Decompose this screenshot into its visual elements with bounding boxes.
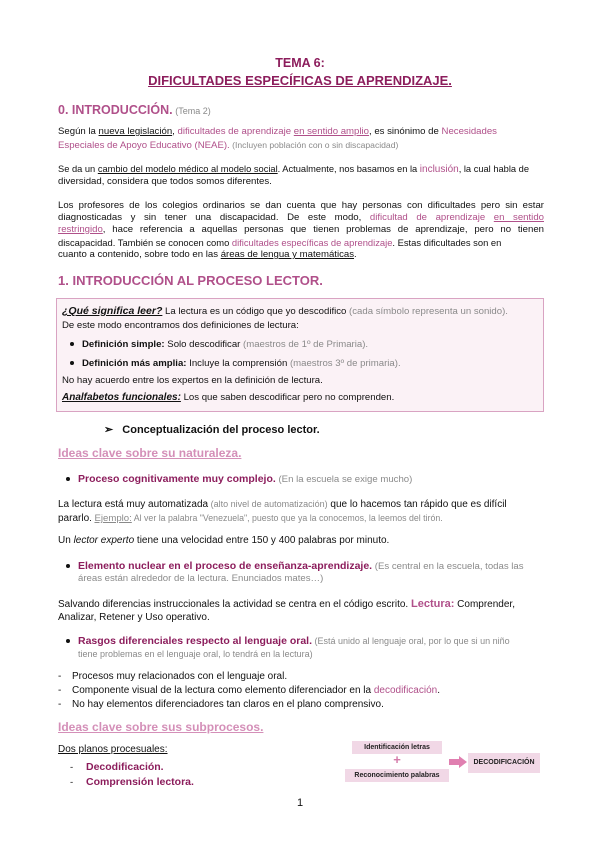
diagram-word-recognition: Reconocimiento palabras bbox=[345, 769, 449, 782]
intro-paragraph-2-line-1: Se da un cambio del modelo médico al modelo social. Actualmente, nos basamos en la inclusión, la cual habla de bbox=[58, 164, 529, 175]
box-definition-broad: Definición más amplia: Incluye la comprensión (maestros 3º de primaria). bbox=[70, 358, 556, 371]
intro-paragraph-3-line-4: discapacidad. También se conocen como dificultades específicas de aprendizaje. Estas dificultades son en bbox=[58, 237, 502, 248]
instructional-line-2: Analizar, Retener y Uso operativo. bbox=[58, 612, 210, 623]
concept-heading: ➢ Conceptualización del proceso lector. bbox=[104, 424, 320, 436]
ideas-subprocesses-heading: Ideas clave sobre sus subprocesos. bbox=[58, 720, 264, 734]
box-no-agreement: No hay acuerdo entre los expertos en la definición de lectura. bbox=[62, 375, 323, 386]
box-definition-simple: Definición simple: Solo descodificar (maestros de 1º de Primaria). bbox=[70, 339, 556, 352]
intro-paragraph-3-line-1: Los profesores de los colegios ordinarios se dan cuenta que hay personas con dificultades pero sin estar bbox=[58, 200, 544, 211]
intro-paragraph-1-line-1: Según la nueva legislación, dificultades de aprendizaje en sentido amplio, es sinónimo de Necesidades bbox=[58, 126, 497, 137]
automation-line-1: La lectura está muy automatizada (alto nivel de automatización) que lo hacemos tan rápido que es difícil bbox=[58, 499, 507, 510]
section1-heading: 1. INTRODUCCIÓN AL PROCESO LECTOR. bbox=[58, 273, 323, 288]
right-arrow-icon bbox=[449, 756, 467, 768]
intro-paragraph-3-line-5: cuanto a contenido, sobre todo en las áreas de lengua y matemáticas. bbox=[58, 249, 357, 260]
arrow-bullet-icon: ➢ bbox=[104, 424, 114, 436]
bullet-icon bbox=[66, 564, 70, 568]
instructional-line-1: Salvando diferencias instruccionales la actividad se centra en el código escrito. Lectura: Comprender, bbox=[58, 598, 515, 610]
bullet-nuclear-element: Elemento nuclear en el proceso de enseñanza-aprendizaje. (Es central en la escuela, todas las bbox=[66, 560, 552, 574]
dash-item-1: - Procesos muy relacionados con el lenguaje oral. bbox=[58, 671, 288, 682]
intro-paragraph-3-line-2: diagnosticadas y sin tener una discapacidad. De este modo, dificultad de aprendizaje en sentido bbox=[58, 212, 544, 223]
intro-paragraph-2-line-2: diversidad, considera que todos somos diferentes. bbox=[58, 176, 272, 187]
plane-decoding: - Decodificación. bbox=[70, 761, 164, 773]
box-question-line: ¿Qué significa leer? La lectura es un código que yo descodifico (cada símbolo representa un sonido). bbox=[62, 305, 508, 317]
bullet-oral-language-note: tiene problemas en el lenguaje oral, lo tendrá en la lectura) bbox=[78, 649, 313, 659]
diagram-letter-identification: Identificación letras bbox=[352, 741, 442, 754]
subject-title: DIFICULTADES ESPECÍFICAS DE APRENDIZAJE. bbox=[148, 73, 452, 88]
expert-reader-line: Un lector experto tiene una velocidad entre 150 y 400 palabras por minuto. bbox=[58, 535, 390, 546]
bullet-icon bbox=[70, 361, 74, 365]
diagram-decoding-result: DECODIFICACIÓN bbox=[468, 753, 540, 773]
bullet-icon bbox=[66, 639, 70, 643]
bullet-complex-process: Proceso cognitivamente muy complejo. (En la escuela se exige mucho) bbox=[66, 473, 552, 487]
intro-paragraph-3-line-3: restringido, hace referencia a aquellas personas que tienen problemas de aprendizaje, pero no tienen bbox=[58, 224, 544, 235]
intro-paragraph-1-line-2: Especiales de Apoyo Educativo (NEAE). (Incluyen población con o sin discapacidad) bbox=[58, 140, 399, 151]
box-definitions-intro: De este modo encontramos dos definiciones de lectura: bbox=[62, 320, 299, 331]
intro-heading: 0. INTRODUCCIÓN. (Tema 2) bbox=[58, 103, 211, 117]
dash-item-3: - No hay elementos diferenciadores tan claros en el plano comprensivo. bbox=[58, 699, 384, 710]
ideas-nature-heading: Ideas clave sobre su naturaleza. bbox=[58, 446, 242, 460]
dash-item-2: - Componente visual de la lectura como elemento diferenciador en la decodificación. bbox=[58, 685, 440, 696]
box-functional-illiterates: Analfabetos funcionales: Los que saben descodificar pero no comprenden. bbox=[62, 392, 395, 403]
plus-icon: + bbox=[393, 752, 401, 767]
bullet-oral-language: Rasgos diferenciales respecto al lenguaje oral. (Está unido al lenguaje oral, por lo que si un niño bbox=[66, 635, 552, 649]
plane-comprehension: - Comprensión lectora. bbox=[70, 776, 194, 788]
topic-title: TEMA 6: bbox=[275, 56, 325, 70]
bullet-icon bbox=[70, 342, 74, 346]
page-number: 1 bbox=[296, 797, 304, 809]
bullet-icon bbox=[66, 477, 70, 481]
bullet-nuclear-element-note: áreas están alrededor de la lectura. Enunciados mates…) bbox=[78, 573, 324, 584]
planes-heading: Dos planos procesuales: bbox=[58, 744, 168, 755]
automation-line-2: pararlo. Ejemplo: Al ver la palabra "Venezuela", puesto que ya la conocemos, la leemos del tirón. bbox=[58, 513, 443, 524]
